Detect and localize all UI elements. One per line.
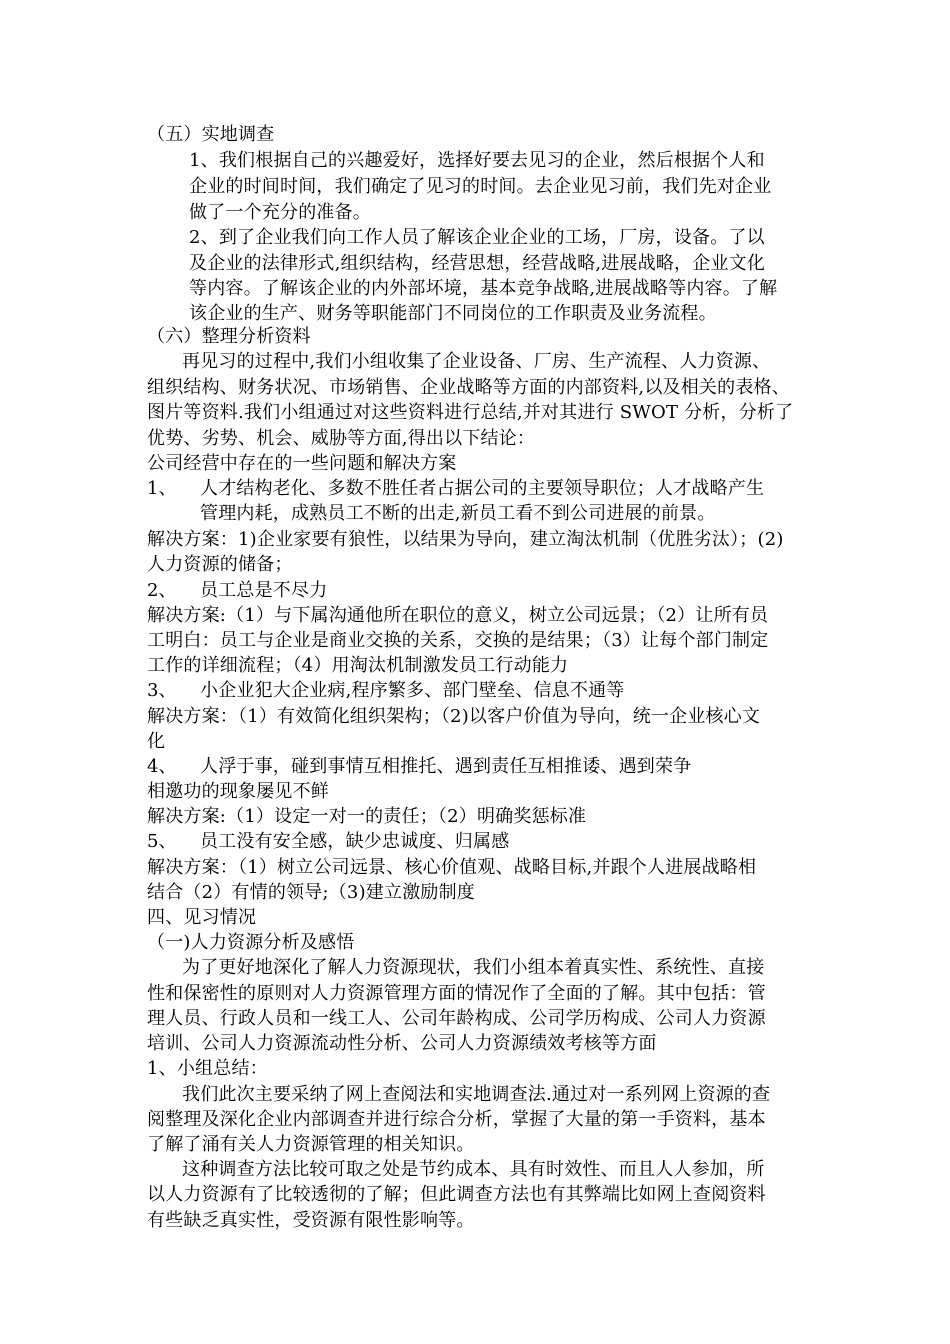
section-heading: （五）实地调查 [147, 124, 275, 145]
paragraph-line: 这种调查方法比较可取之处是节约成本、具有时效性、而且人人参加，所 [182, 1159, 765, 1180]
problem-line: 人才结构老化、多数不胜任者占据公司的主要领导职位；人才战略产生 [200, 478, 765, 499]
paragraph-line: 我们此次主要采纳了网上查阅法和实地调查法.通过对一系列网上资源的查 [182, 1084, 771, 1105]
paragraph-line: 企业的时间时间，我们确定了见习的时间。去企业见习前，我们先对企业 [189, 176, 772, 197]
problem-line: 管理内耗，成熟员工不断的出走,新员工看不到公司进展的前景。 [200, 503, 716, 524]
paragraph-line: 做了一个充分的准备。 [189, 202, 371, 223]
paragraph-line: 阅整理及深化企业内部调查并进行综合分析，掌握了大量的第一手资料，基本 [147, 1109, 766, 1130]
solution-line: 工作的详细流程；（4）用淘汰机制激发员工行动能力 [147, 655, 569, 676]
paragraph-line: 及企业的法律形式,组织结构，经营思想，经营战略,进展战略，企业文化 [189, 253, 766, 274]
paragraph-line: 等内容。了解该企业的内外部坏境，基本竞争战略,进展战略等内容。了解 [189, 278, 778, 299]
solution-line: 化 [147, 731, 166, 752]
sub-heading: （一)人力资源分析及感悟 [147, 932, 355, 953]
paragraph-line: 2、到了企业我们向工作人员了解该企业企业的工场，厂房，设备。了以 [189, 227, 765, 248]
problem-line: 人浮于事，碰到事情互相推托、遇到责任互相推诿、遇到荣争 [200, 756, 692, 777]
solution-line: 结合（2）有情的领导;（3)建立激励制度 [147, 882, 475, 903]
section-heading: 四、见习情况 [147, 907, 257, 928]
item-number: 4、 [147, 756, 177, 777]
paragraph-line: 图片等资料.我们小组通过对这些资料进行总结,并对其进行 SWOT 分析，分析了 [147, 402, 794, 423]
paragraph-line: 该企业的生产、财务等职能部门不同岗位的工作职责及业务流程。 [189, 303, 717, 324]
problem-line: 员工没有安全感，缺少忠诚度、归属感 [200, 831, 510, 852]
paragraph-line: 以人力资源有了比较透彻的了解；但此调查方法也有其弊端比如网上查阅资料 [147, 1184, 766, 1205]
item-number: 5、 [147, 831, 177, 852]
solution-line: 解决方案：1)企业家要有狼性，以结果为导向，建立淘汰机制（优胜劣汰）；(2) [147, 529, 784, 550]
paragraph-line: 优势、劣势、机会、威胁等方面,得出以下结论： [147, 428, 536, 449]
item-number: 2、 [147, 580, 177, 601]
paragraph-line: 再见习的过程中,我们小组收集了企业设备、厂房、生产流程、人力资源、 [182, 351, 771, 372]
solution-line: 解决方案：（1）有效简化组织架构；（2)以客户价值为导向，统一企业核心文 [147, 706, 761, 727]
paragraph-line: 组织结构、财务状况、市场销售、企业战略等方面的内部资料,以及相关的表格、 [147, 377, 790, 398]
paragraph-line: 有些缺乏真实性，受资源有限性影响等。 [147, 1210, 475, 1231]
summary-title: 1、小组总结： [147, 1058, 268, 1079]
solution-line: 解决方案:（1）设定一对一的责任；（2）明确奖惩标准 [147, 806, 587, 827]
paragraph-line: 性和保密性的原则对人力资源管理方面的情况作了全面的了解。其中包括：管 [147, 983, 766, 1004]
problem-line: 相邀功的现象屡见不鲜 [147, 781, 329, 802]
problems-title: 公司经营中存在的一些问题和解决方案 [147, 453, 457, 474]
paragraph-line: 了解了涌有关人力资源管理的相关知识。 [147, 1134, 475, 1155]
section-heading: （六）整理分析资料 [147, 326, 311, 347]
item-number: 3、 [147, 680, 177, 701]
problem-line: 小企业犯大企业病,程序繁多、部门壁垒、信息不通等 [200, 680, 625, 701]
paragraph-line: 理人员、行政人员和一线工人、公司年龄构成、公司学历构成、公司人力资源 [147, 1008, 766, 1029]
solution-line: 工明白：员工与企业是商业交换的关系，交换的是结果；（3）让每个部门制定 [147, 630, 769, 651]
solution-line: 解决方案:（1）与下属沟通他所在职位的意义，树立公司远景；（2）让所有员 [147, 605, 769, 626]
solution-line: 人力资源的储备； [147, 554, 293, 575]
problem-line: 员工总是不尽力 [200, 580, 328, 601]
paragraph-line: 培训、公司人力资源流动性分析、公司人力资源绩效考核等方面 [147, 1033, 657, 1054]
paragraph-line: 为了更好地深化了解人力资源现状，我们小组本着真实性、系统性、直接 [182, 957, 765, 978]
item-number: 1、 [147, 478, 177, 499]
solution-line: 解决方案：（1）树立公司远景、核心价值观、战略目标,并跟个人进展战略相 [147, 857, 757, 878]
paragraph-line: 1、我们根据自己的兴趣爱好，选择好要去见习的企业，然后根据个人和 [189, 150, 765, 171]
